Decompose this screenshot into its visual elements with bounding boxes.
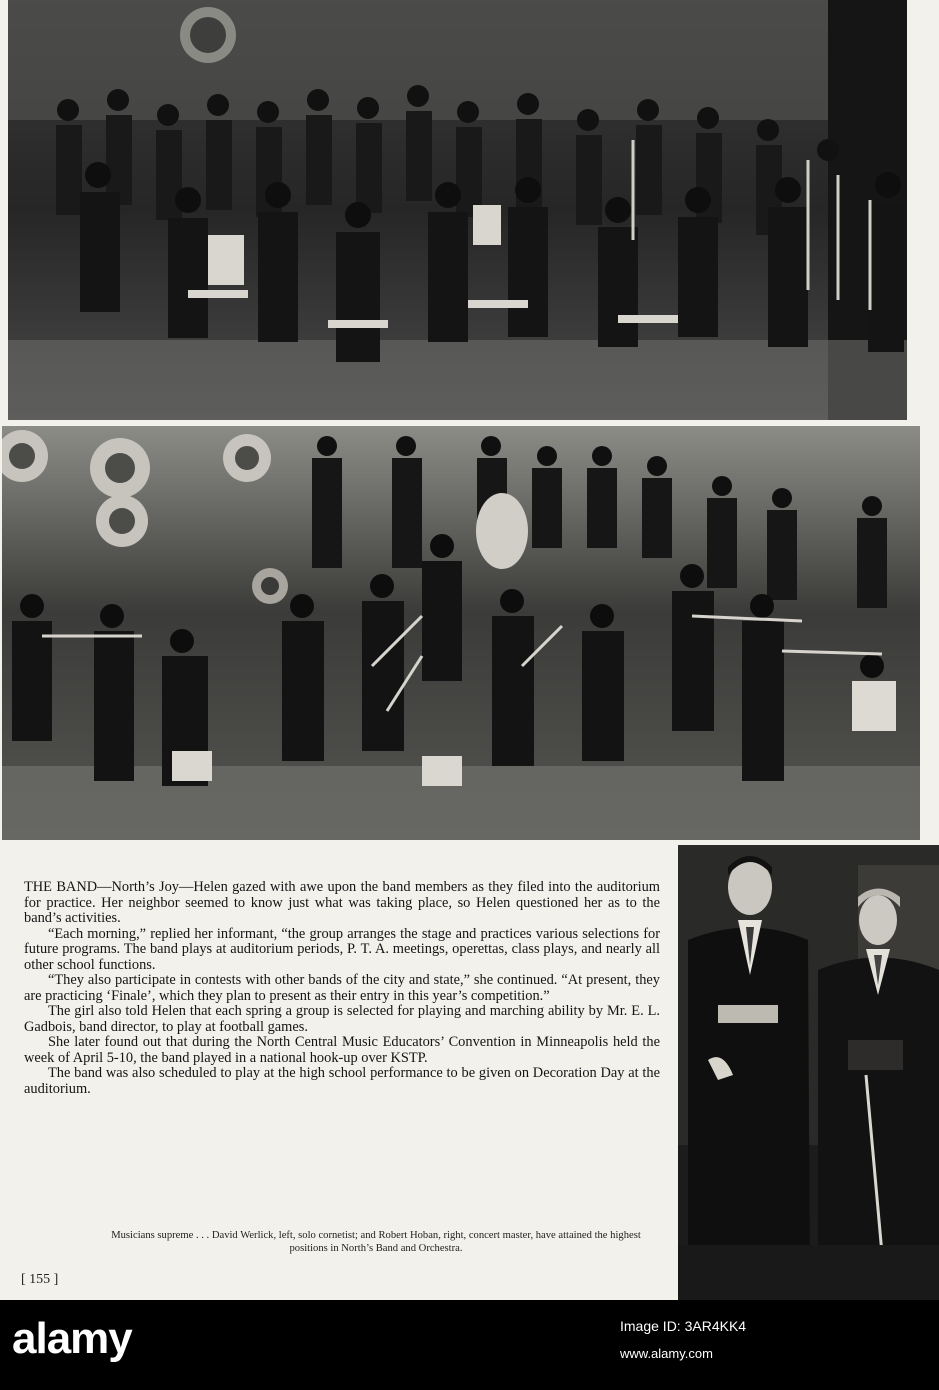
article-paragraph-6: The band was also scheduled to play at the high school performance to be given on Decoration Day at the auditorium. — [24, 1065, 660, 1097]
orchestra-photo — [8, 0, 907, 420]
article-paragraph-4: The girl also told Helen that each spring a group is selected for playing and marching ability by Mr. E. L. Gadbois, band director, to play at football games. — [24, 1003, 660, 1035]
article-paragraph-5: She later found out that during the North Central Music Educators’ Convention in Minneapolis held the week of April 5-10, the band played in a national hook-up over KSTP. — [24, 1034, 660, 1066]
page-number: [ 155 ] — [21, 1272, 59, 1287]
stock-footer — [0, 1300, 939, 1390]
article-paragraph-3: “They also participate in contests with other bands of the city and state,” she continued. “At present, they are practicing ‘Finale’, which they plan to present as their entry in this year’s competition.” — [24, 972, 660, 1004]
soloists-photo — [678, 845, 939, 1300]
article-paragraph-1: THE BAND—North’s Joy—Helen gazed with awe upon the band members as they filed into the auditorium for practice. Her neighbor seemed to know just what was taking place, so Helen questioned her as to the band’s activities. — [24, 879, 660, 926]
band-photo — [2, 426, 920, 840]
article-body — [24, 880, 660, 1097]
alamy-logo: alamy — [12, 1314, 132, 1363]
photo-caption: Musicians supreme . . . David Werlick, left, solo cornetist; and Robert Hoban, right, concert master, have attained the highest positions in North’s Band and Orchestra. — [111, 1230, 641, 1254]
image-id-label: Image ID: 3AR4KK4 — [620, 1318, 747, 1334]
article-paragraph-2: “Each morning,” replied her informant, “the group arranges the stage and practices various selections for future programs. The band plays at auditorium periods, P. T. A. meetings, operettas, class plays, and nearly all other school functions. — [24, 925, 660, 973]
site-url: www.alamy.com — [620, 1346, 713, 1361]
